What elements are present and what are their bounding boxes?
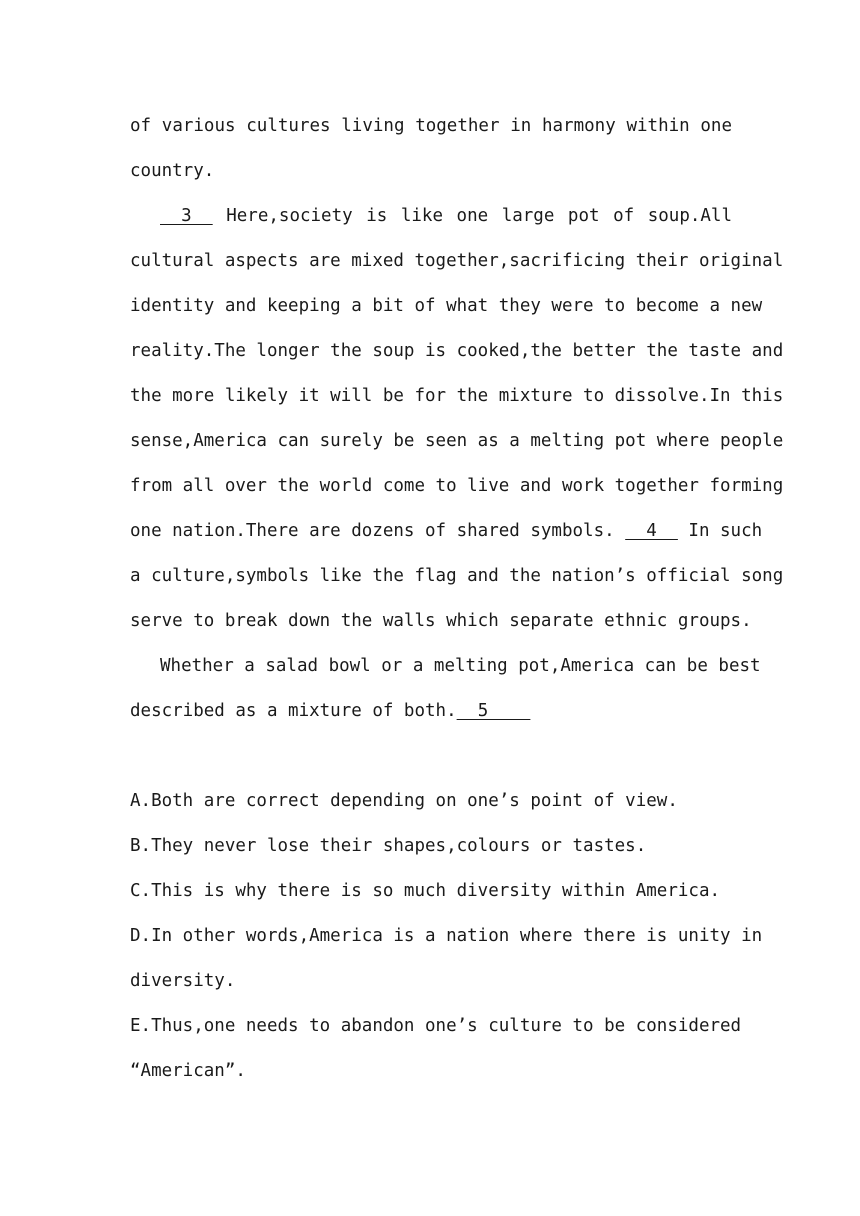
option-d-continued: diversity. xyxy=(130,971,236,991)
answer-blank-4: 4 xyxy=(625,521,678,541)
answer-blank-5: 5 xyxy=(456,701,531,721)
option-e: E.Thus,one needs to abandon one’s culture to be considered xyxy=(130,1016,742,1036)
paragraph-text: described as a mixture of both. xyxy=(130,701,457,721)
option-c: C.This is why there is so much diversity within America. xyxy=(130,881,721,901)
paragraph-text: Here,society is like one large pot of soup.All xyxy=(212,206,732,226)
paragraph-line: serve to break down the walls which separate ethnic groups. xyxy=(130,611,752,631)
paragraph-line: identity and keeping a bit of what they were to become a new xyxy=(130,296,763,316)
paragraph-line: cultural aspects are mixed together,sacrificing their original xyxy=(130,251,784,271)
option-b: B.They never lose their shapes,colours or tastes. xyxy=(130,836,647,856)
paragraph-line: sense,America can surely be seen as a melting pot where people xyxy=(130,431,784,451)
paragraph-line xyxy=(130,689,732,734)
paragraph-line: Whether a salad bowl or a melting pot,America can be best xyxy=(160,656,761,676)
option-a: A.Both are correct depending on one’s point of view. xyxy=(130,791,678,811)
answer-blank-3: 3 xyxy=(160,206,213,226)
section-gap xyxy=(130,734,732,779)
document-page xyxy=(130,104,784,1094)
paragraph-line: from all over the world come to live and work together forming xyxy=(130,476,784,496)
paragraph-text: In such xyxy=(677,521,763,541)
paragraph-line: of various cultures living together in harmony within one xyxy=(130,116,732,136)
paragraph-line xyxy=(130,194,732,239)
paragraph-line: reality.The longer the soup is cooked,the better the taste and xyxy=(130,341,784,361)
option-e-continued: “American”. xyxy=(130,1061,246,1081)
paragraph-line: country. xyxy=(130,161,215,181)
paragraph-line: a culture,symbols like the flag and the nation’s official song xyxy=(130,566,784,586)
paragraph-line: the more likely it will be for the mixture to dissolve.In this xyxy=(130,386,784,406)
paragraph-line xyxy=(130,509,763,554)
option-d: D.In other words,America is a nation where there is unity in xyxy=(130,926,763,946)
paragraph-text: one nation.There are dozens of shared symbols. xyxy=(130,521,626,541)
